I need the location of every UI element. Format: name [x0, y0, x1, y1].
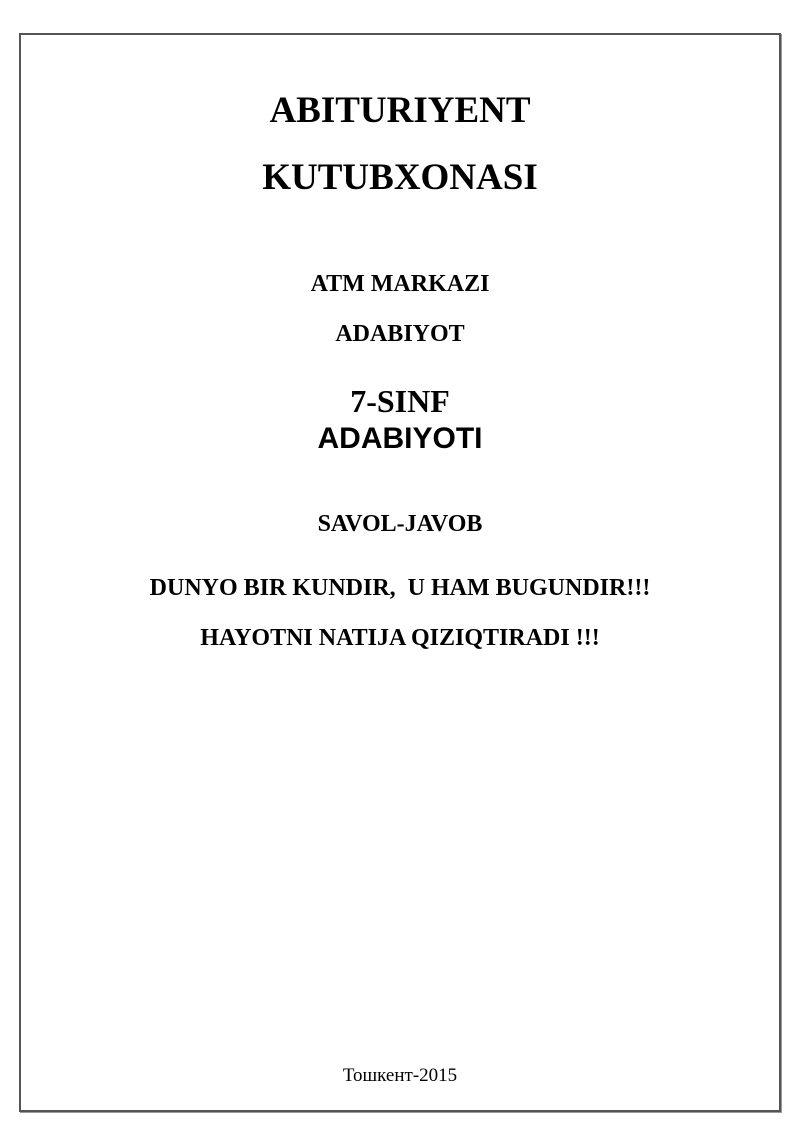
motto-line-1: DUNYO BIR KUNDIR, U HAM BUGUNDIR!!! [149, 575, 651, 601]
grade-line-1: 7-SINF [350, 383, 450, 419]
grade-line-2: ADABIYOTI [317, 422, 483, 455]
subject-heading: ADABIYOT [335, 321, 465, 347]
footer-city-year: Тошкент-2015 [342, 1065, 458, 1086]
format-label: SAVOL-JAVOB [317, 511, 483, 537]
title-line-1: ABITURIYENT [269, 90, 531, 131]
motto-line-2: HAYOTNI NATIJA QIZIQTIRADI !!! [200, 625, 600, 651]
title-line-2: KUTUBXONASI [262, 157, 538, 198]
center-name: ATM MARKAZI [310, 271, 490, 297]
